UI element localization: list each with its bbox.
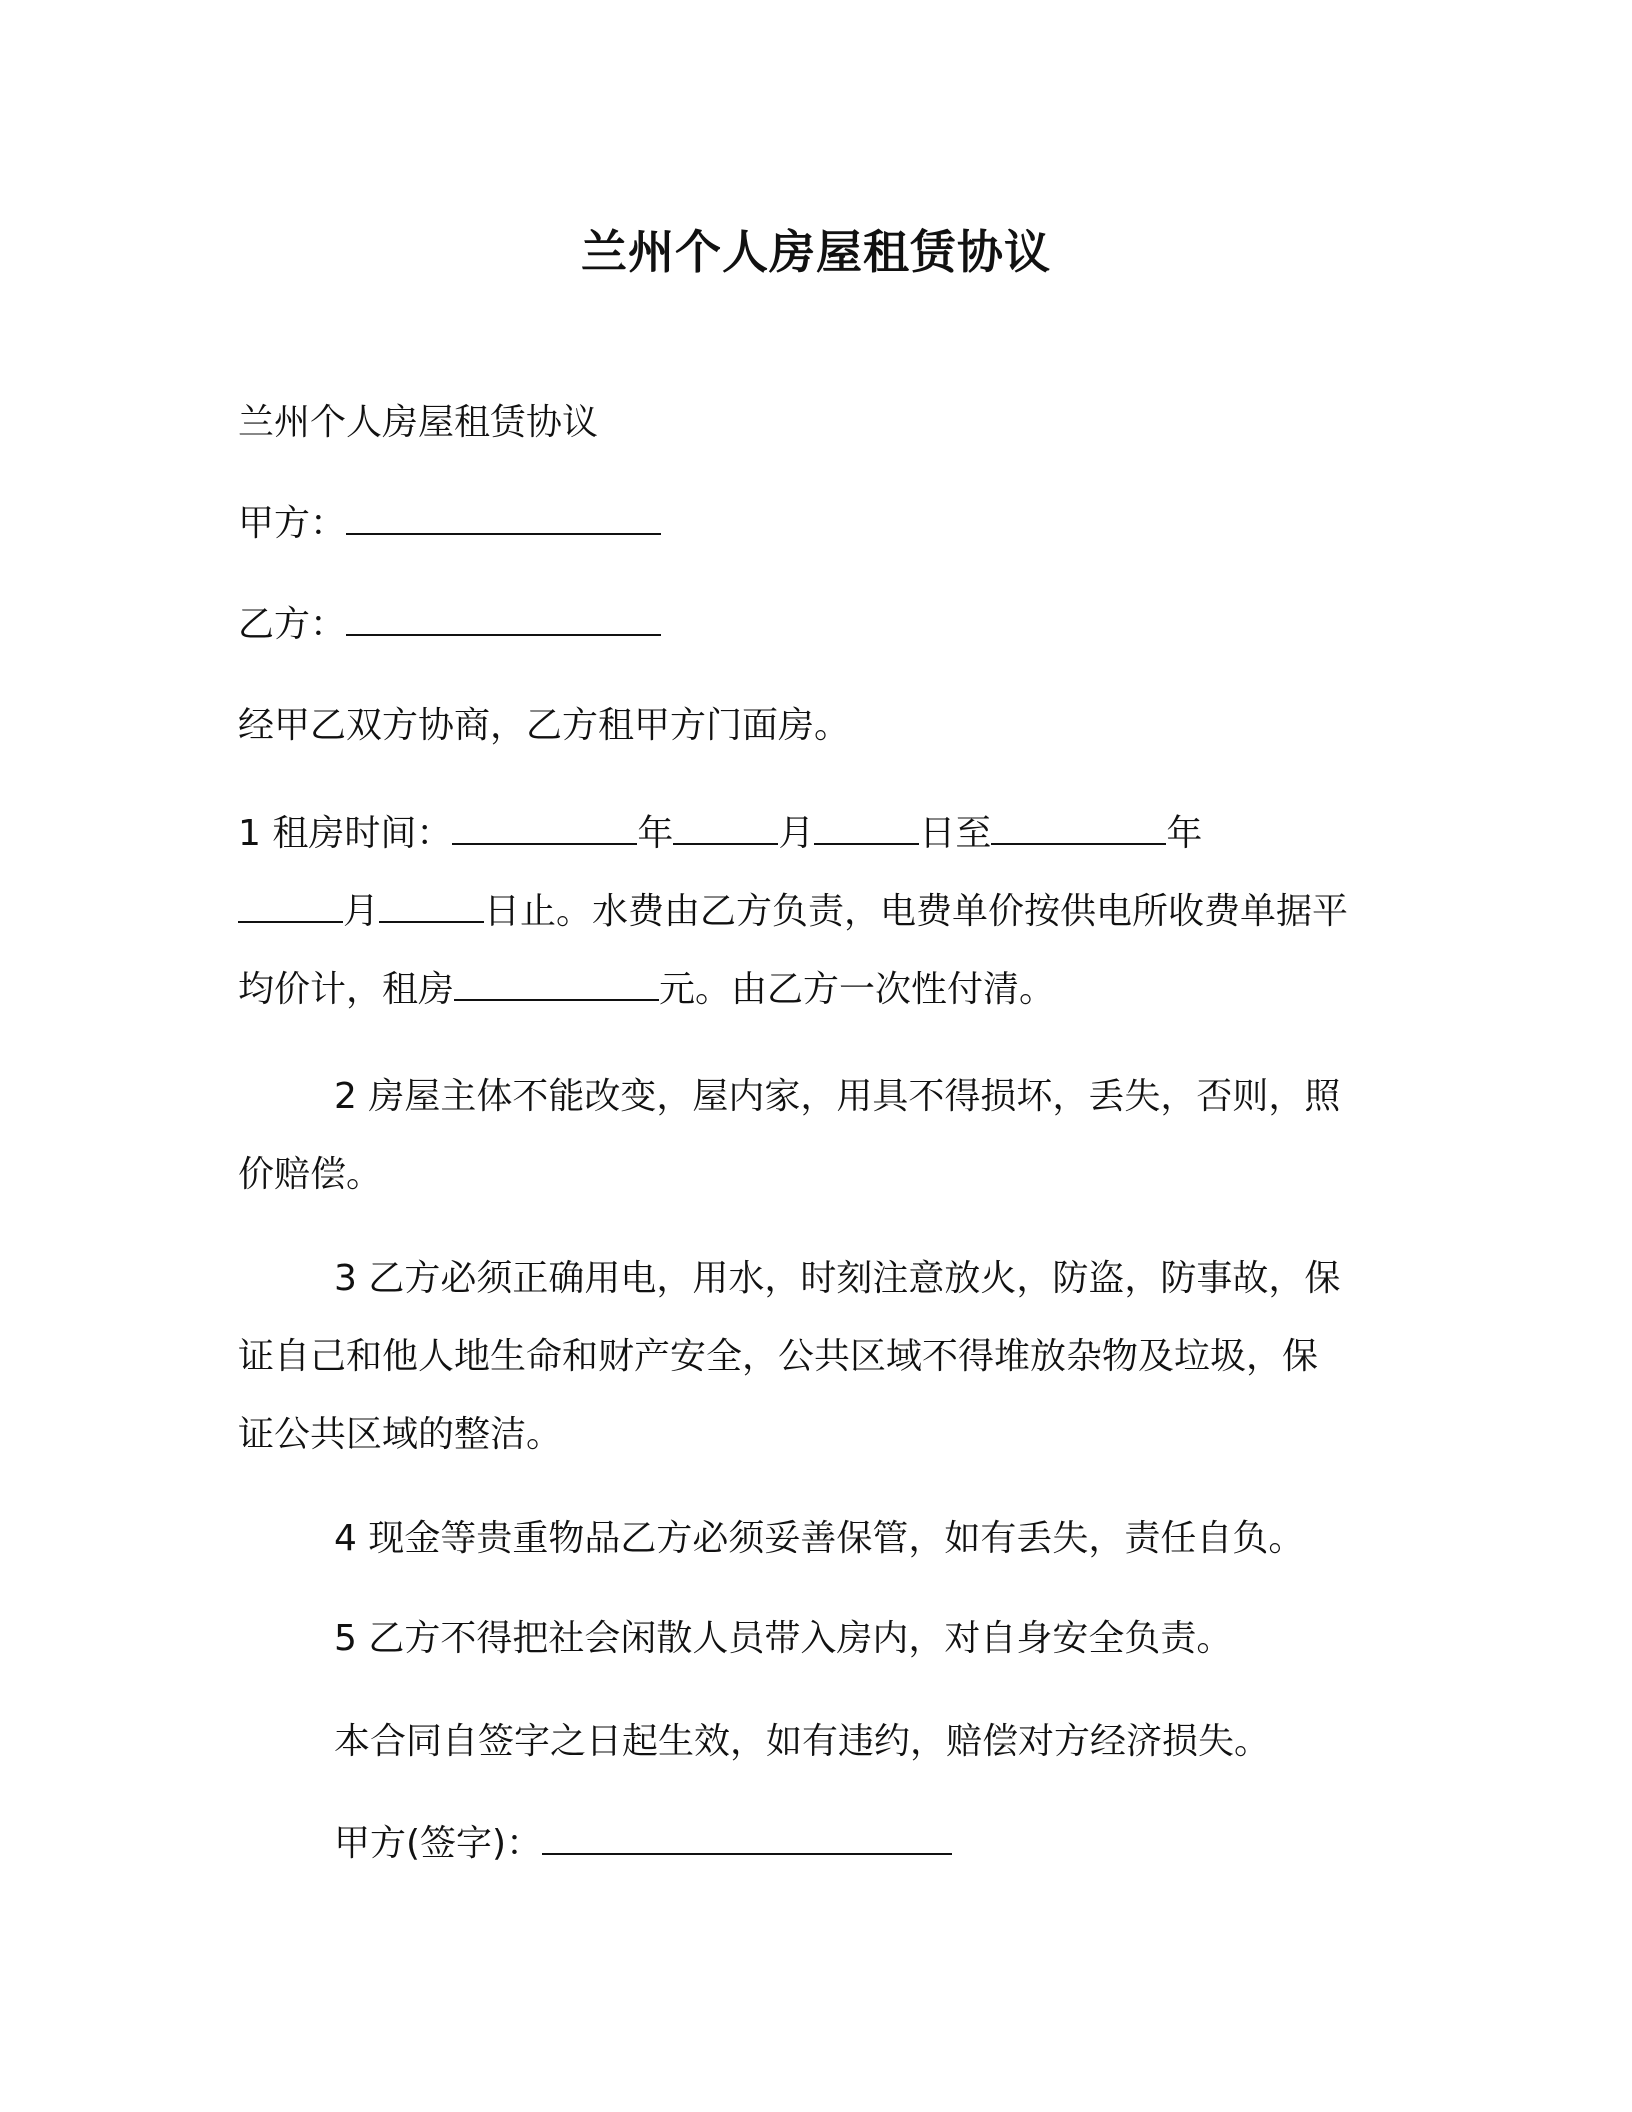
document-title: 兰州个人房屋租赁协议 xyxy=(581,225,1051,279)
effective-clause: 本合同自签字之日起生效，如有违约，赔偿对方经济损失。 xyxy=(334,1721,1271,1762)
start-year-blank xyxy=(452,813,637,845)
clause-3-line-2: 证自己和他人地生命和财产安全，公共区域不得堆放杂物及垃圾，保 xyxy=(238,1336,1319,1377)
clause-1-line-2 xyxy=(238,873,1398,951)
party-b-label: 乙方： xyxy=(238,604,347,645)
clause-1-rent-label: 均价计，租房 xyxy=(238,969,455,1010)
clause-1-utilities-text: 日止。水费由乙方负责，电费单价按供电所收费单据平 xyxy=(484,891,1349,932)
clause-5: 5 乙方不得把社会闲散人员带入房内，对自身安全负责。 xyxy=(334,1618,1233,1659)
end-day-blank xyxy=(379,891,484,923)
clause-3 xyxy=(238,1240,1398,1474)
document-subtitle: 兰州个人房屋租赁协议 xyxy=(238,402,599,443)
clause-1-lease-term-label: 1 租房时间： xyxy=(238,813,453,854)
party-a-line xyxy=(238,485,1398,563)
party-a-blank xyxy=(346,503,661,535)
month-label-2: 月 xyxy=(343,891,380,932)
intro-paragraph: 经甲乙双方协商，乙方租甲方门面房。 xyxy=(238,705,851,746)
party-b-blank xyxy=(346,604,661,636)
clause-1-line-1 xyxy=(238,795,1398,873)
clause-1-payment-text: 元。由乙方一次性付清。 xyxy=(659,969,1056,1010)
signature-a-line xyxy=(334,1805,1494,1883)
party-b-line xyxy=(238,586,1398,664)
party-a-label: 甲方： xyxy=(238,503,347,544)
year-label-2: 年 xyxy=(1166,813,1203,854)
day-to-label: 日至 xyxy=(919,813,992,854)
clause-2-line-1: 2 房屋主体不能改变，屋内家，用具不得损坏，丢失，否则，照 xyxy=(334,1076,1341,1117)
clause-2 xyxy=(238,1058,1398,1214)
clause-4: 4 现金等贵重物品乙方必须妥善保管，如有丢失，责任自负。 xyxy=(334,1518,1305,1559)
clause-3-line-3: 证公共区域的整洁。 xyxy=(238,1414,563,1455)
start-day-blank xyxy=(814,813,919,845)
clause-2-line-2: 价赔偿。 xyxy=(238,1154,383,1195)
end-year-blank xyxy=(991,813,1166,845)
signature-a-label: 甲方(签字)： xyxy=(334,1823,543,1864)
year-label: 年 xyxy=(637,813,674,854)
signature-a-blank xyxy=(542,1823,952,1855)
clause-3-line-1: 3 乙方必须正确用电，用水，时刻注意放火，防盗，防事故，保 xyxy=(334,1258,1341,1299)
month-label: 月 xyxy=(778,813,815,854)
clause-1-line-3 xyxy=(238,951,1398,1029)
rent-amount-blank xyxy=(454,969,659,1001)
start-month-blank xyxy=(673,813,778,845)
end-month-blank xyxy=(238,891,343,923)
